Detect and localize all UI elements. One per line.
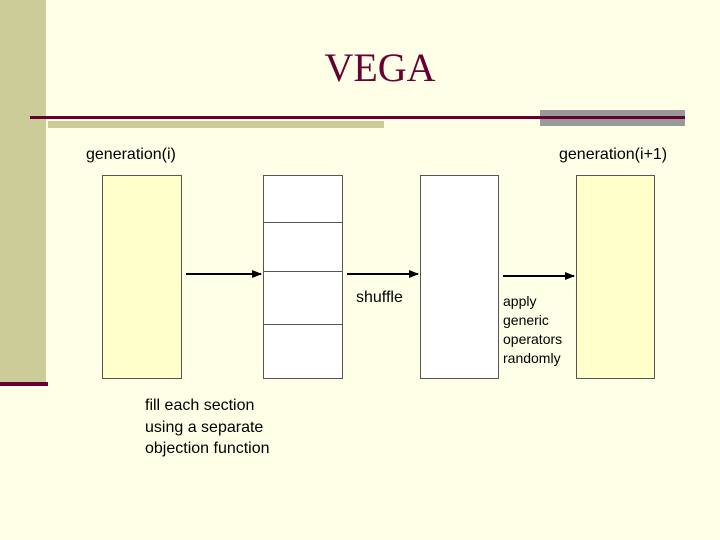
generation-i-label: generation(i) bbox=[86, 146, 176, 163]
apply-operators-label: apply generic operators randomly bbox=[503, 293, 563, 366]
shuffle-label: shuffle bbox=[356, 289, 403, 306]
slide-title: VEGA bbox=[324, 45, 436, 90]
generation-next-label: generation(i+1) bbox=[559, 146, 668, 163]
fill-sections-label: fill each section using a separate objection function bbox=[145, 397, 270, 457]
